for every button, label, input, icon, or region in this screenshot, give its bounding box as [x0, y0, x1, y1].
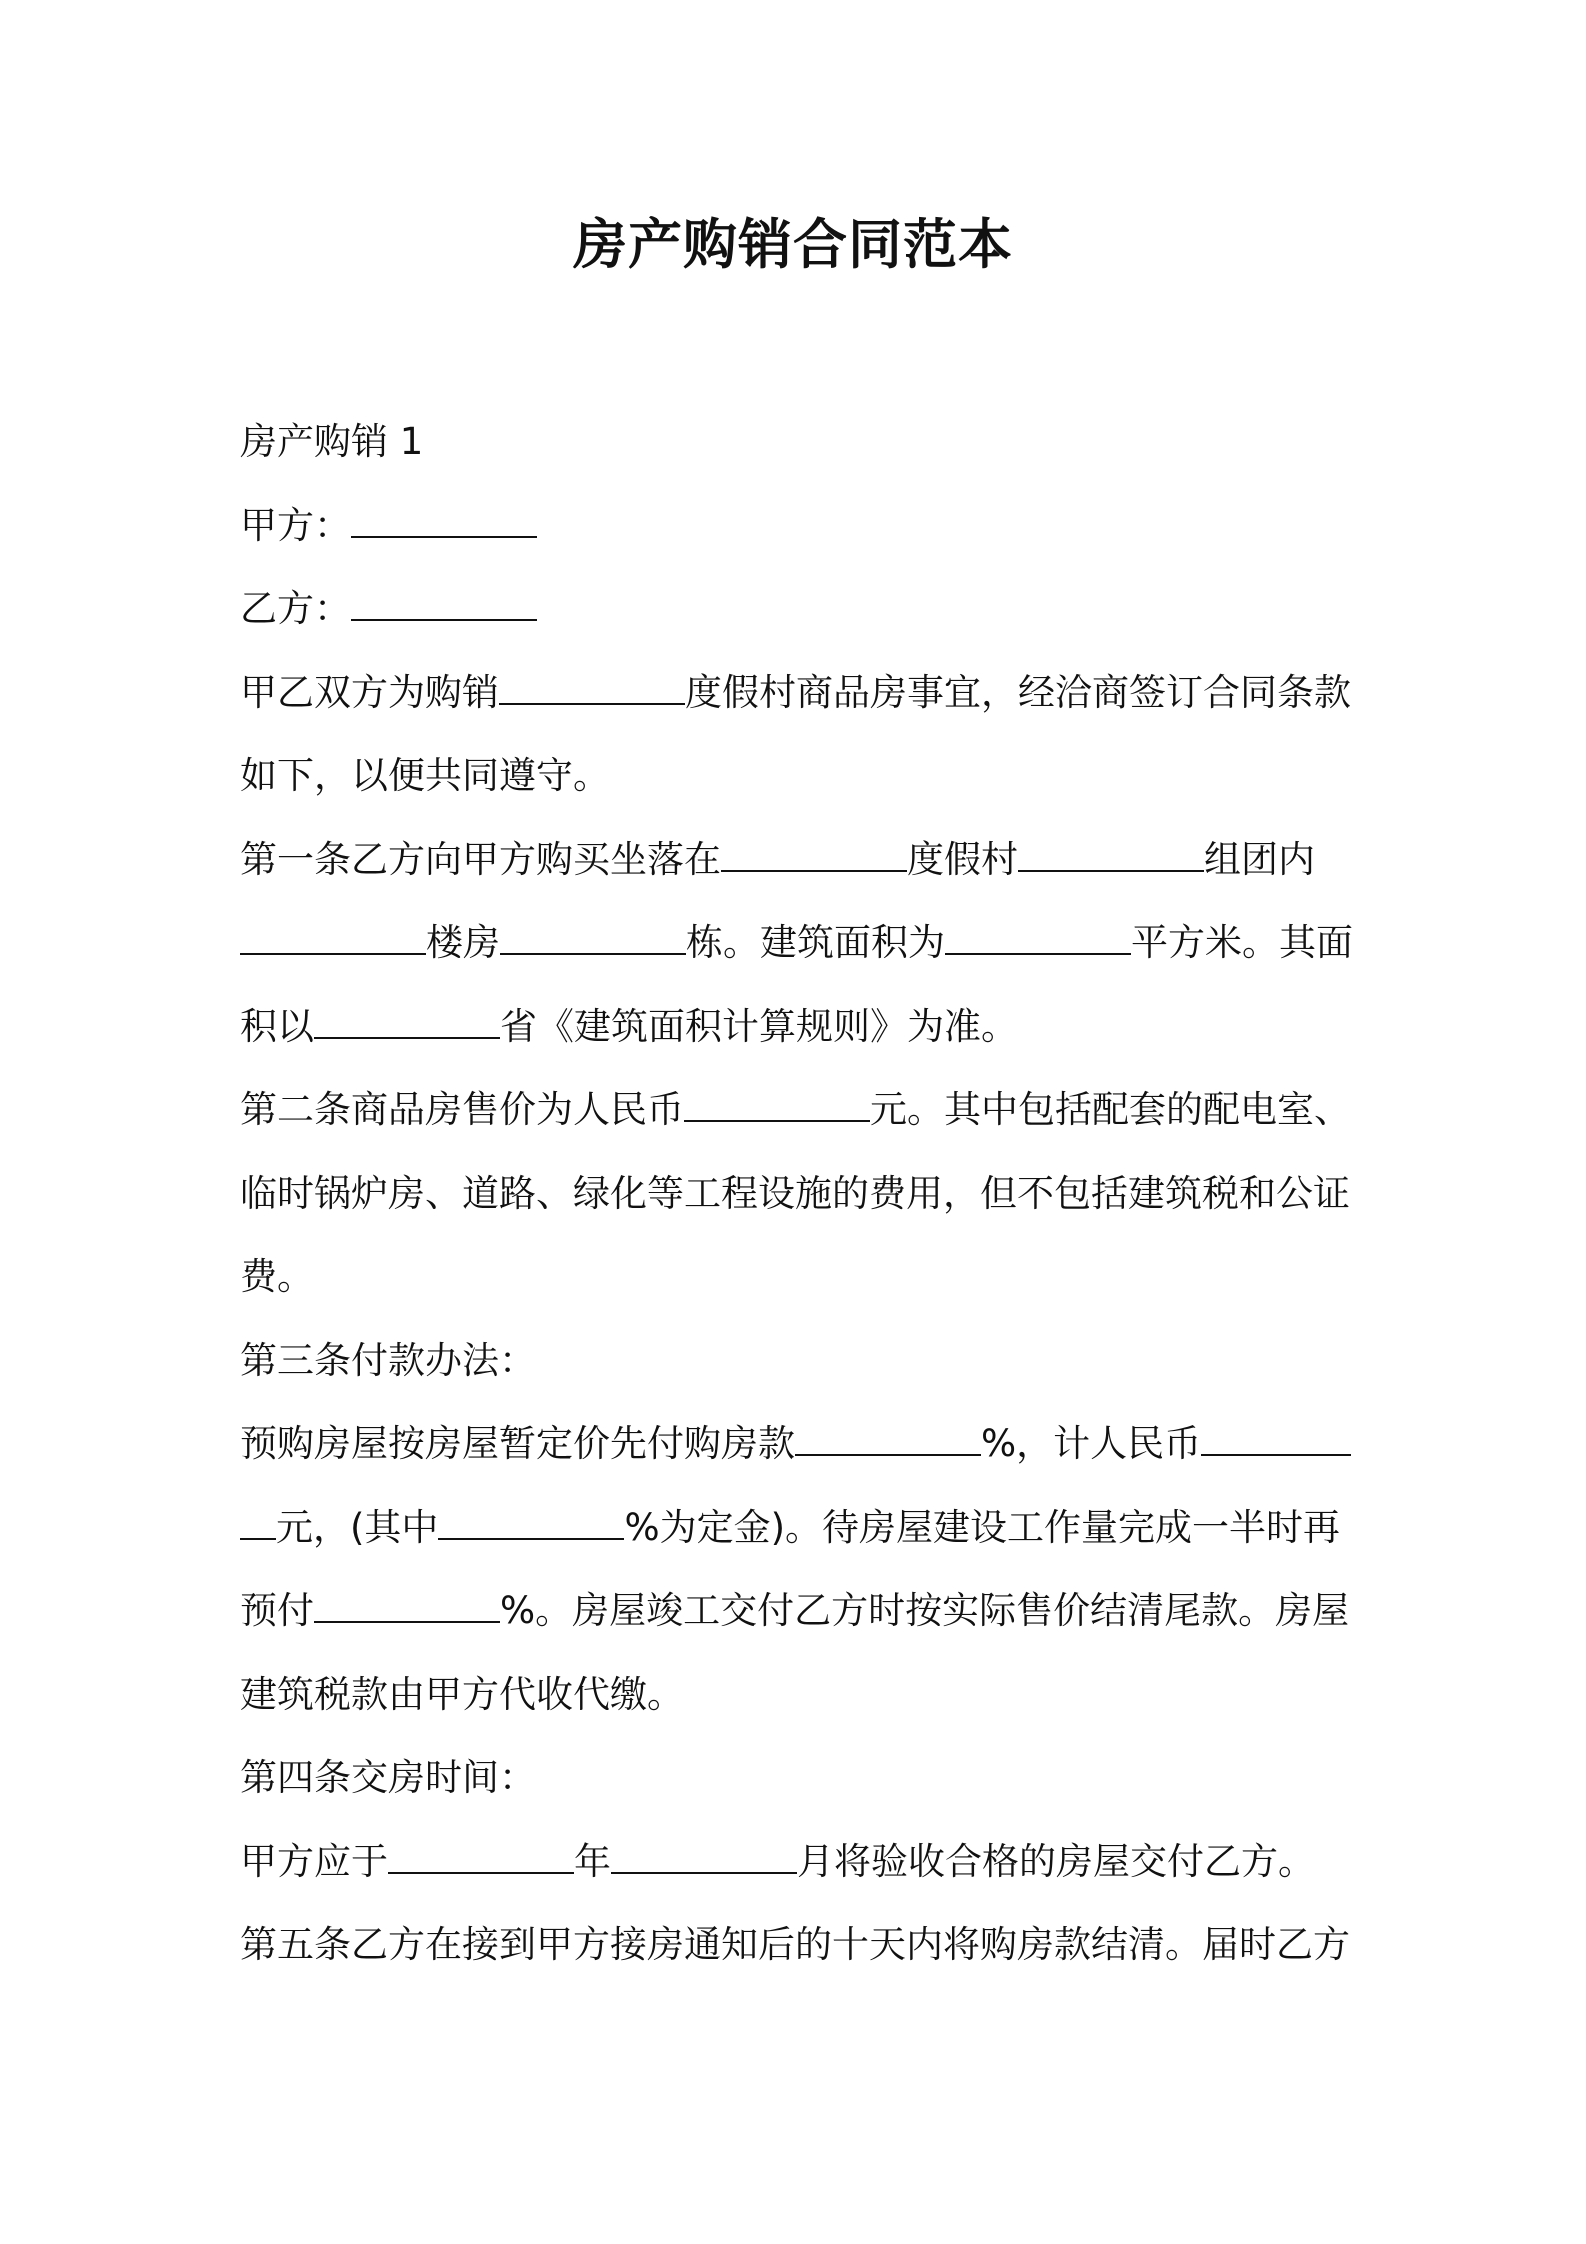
intro-text-1: 甲乙双方为购销 [240, 670, 499, 714]
article-1-text-6: 平方米。其面积以 [240, 921, 1353, 1048]
article-5-paragraph [240, 1903, 1360, 1987]
party-b-blank [351, 586, 537, 621]
article-1-text-4: 楼房 [426, 921, 500, 964]
section-heading [240, 400, 1360, 484]
prepay-amount-blank [1201, 1421, 1351, 1456]
intro-text-2: 度假村商品房事宜，经洽商签订合同条款如下，以便共同遵守。 [240, 670, 1351, 797]
article-2-text-1: 第二条商品房售价为人民币 [240, 1088, 684, 1131]
article-3-text-3: 元，(其中 [276, 1505, 439, 1549]
article-4-text-3: 月将验收合格的房屋交付乙方。 [797, 1839, 1315, 1883]
article-1-text-3: 组团内 [1204, 837, 1315, 881]
second-payment-blank [314, 1588, 500, 1623]
deposit-percent-blank [438, 1504, 624, 1539]
party-a-label: 甲方： [240, 503, 351, 547]
party-b-label: 乙方： [240, 587, 351, 630]
article-1-text-7: 省《建筑面积计算规则》为准。 [500, 1004, 1018, 1048]
article-4-text-1: 甲方应于 [240, 1839, 388, 1883]
article-3-text-5: %。房屋竣工交付乙方时按实际售价结清尾款。房屋建筑税款由甲方代收代缴。 [240, 1589, 1350, 1716]
location-blank [721, 836, 907, 871]
price-blank [684, 1087, 870, 1122]
party-a-blank [351, 502, 537, 537]
article-2-text-2: 元。其中包括配套的配电室、临时锅炉房、道路、绿化等工程设施的费用，但不包括建筑税和公证费。 [240, 1088, 1351, 1298]
prepay-percent-blank [795, 1421, 981, 1456]
article-3-text-2: %，计人民币 [981, 1422, 1202, 1465]
prepay-amount-blank-cont [240, 1504, 276, 1539]
article-3-heading [240, 1319, 1360, 1403]
building-count-blank [500, 920, 686, 955]
area-blank [945, 920, 1131, 955]
delivery-year-blank [388, 1838, 574, 1873]
party-a-line [240, 484, 1360, 568]
province-blank [314, 1003, 500, 1038]
section-heading-text: 房产购销 1 [240, 420, 424, 463]
building-type-blank [240, 920, 426, 955]
intro-paragraph [240, 651, 1360, 818]
party-b-line [240, 567, 1360, 651]
article-4-text-2: 年 [574, 1839, 611, 1883]
article-5-text-1: 第五条乙方在接到甲方接房通知后的十天内将购房款结清。届时乙方 [240, 1923, 1350, 1966]
document-title: 房产购销合同范本 [573, 213, 1013, 276]
article-2-paragraph [240, 1068, 1360, 1319]
article-1-text-5: 栋。建筑面积为 [686, 921, 945, 964]
article-1-text-2: 度假村 [907, 837, 1018, 881]
cluster-blank [1018, 836, 1204, 871]
article-3-text-1: 预购房屋按房屋暂定价先付购房款 [240, 1422, 795, 1465]
article-3-paragraph [240, 1402, 1360, 1736]
article-4-heading [240, 1736, 1360, 1820]
article-1-text-1: 第一条乙方向甲方购买坐落在 [240, 837, 721, 881]
resort-name-blank [499, 669, 685, 704]
article-4-paragraph [240, 1820, 1360, 1904]
delivery-month-blank [611, 1838, 797, 1873]
article-3-heading-text: 第三条付款办法： [240, 1338, 536, 1382]
article-3-text-4: %为定金)。待房屋建设工作量完成一半时再预付 [240, 1505, 1341, 1632]
article-1-paragraph [240, 818, 1360, 1069]
document-body [240, 400, 1360, 1987]
article-4-heading-text: 第四条交房时间： [240, 1756, 536, 1799]
